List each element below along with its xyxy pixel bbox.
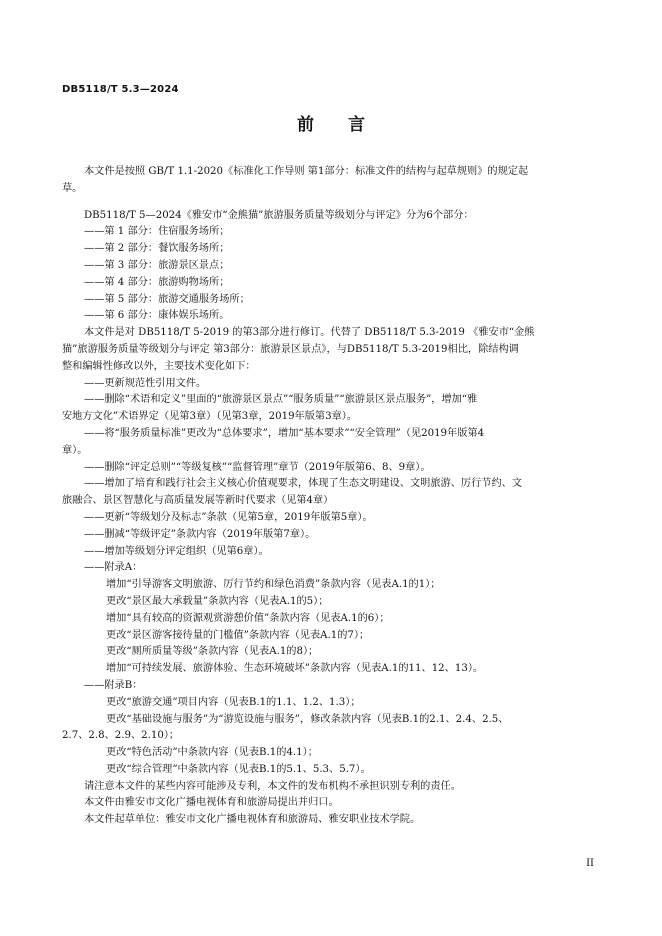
list-item: ——增加等级划分评定组织（见第6章）。 [84,545,269,557]
list-item: ——删除“评定总则”“等级复核”“监督管理”章节（2019年版第6、8、9章）。 [84,461,431,473]
paragraph: 本文件起草单位：雅安市文化广播电视体育和旅游局、雅安职业技术学院。 [84,814,421,826]
list-item: ——增加了培育和践行社会主义核心价值观要求，体现了生态文明建设、文明旅游、厉行节约、文 [84,478,523,490]
paragraph: 请注意本文件的某些内容可能涉及专利，本文件的发布机构不承担识别专利的责任。 [84,780,461,792]
list-item: ——附录A： [84,562,143,574]
sub-item: 增加“具有较高的资源观赏游憩价值”条款内容（见表A.1的6）； [106,612,390,624]
list-item: ——附录B： [84,679,143,691]
list-item: ——更新规范性引用文件。 [84,377,207,389]
list-item: ——第 2 部分：餐饮服务场所； [84,243,230,255]
paragraph: 猫”旅游服务质量等级划分与评定 第3部分：旅游景区景点》，与DB5118/T 5.3-2019相比，除结构调 [62,343,519,355]
sub-item: 更改“厕所质量等级”条款内容（见表A.1的8）； [106,646,319,658]
paragraph: 草。 [62,182,83,194]
foreword-body [62,164,602,829]
paragraph: 安地方文化”术语界定（见第3章）（见第3章，2019年版第3章）。 [62,411,358,423]
list-item: ——第 1 部分：住宿服务场所； [84,226,230,238]
paragraph: 旅融合、景区智慧化与高质量发展等新时代要求（见第4章） [62,495,334,507]
section-title: 前 言 [297,115,365,135]
list-item: ——删除“术语和定义”里面的“旅游景区景点”“服务质量”“旅游景区景点服务”，增加“雅 [84,394,478,406]
sub-item: 更改“综合管理”中条款内容（见表B.1的5.1、5.3、5.7）。 [106,763,371,775]
sub-item: 更改“旅游交通”项目内容（见表B.1的1.1、1.2、1.3）； [106,696,361,708]
list-item: ——第 5 部分：旅游交通服务场所； [84,293,250,305]
sub-item: 更改“景区游客接待量的门槛值”条款内容（见表A.1的7）； [106,629,370,641]
page-number: II [586,858,594,869]
paragraph: 章）。 [62,444,88,456]
list-item: ——将“服务质量标准”更改为“总体要求”，增加“基本要求”“安全管理”（见2019年版第4 [84,427,485,439]
list-item: ——第 6 部分：康体娱乐场所。 [84,310,230,322]
sub-item: 更改“特色活动”中条款内容（见表B.1的4.1）； [106,747,318,759]
sub-item: 更改“景区最大承载量”条款内容（见表A.1的5）； [106,595,329,607]
list-item: ——更新“等级划分及标志”条款（见第5章，2019年版第5章）。 [84,511,373,523]
paragraph: 整和编辑性修改以外，主要技术变化如下： [62,360,256,372]
list-item: ——删减“等级评定”条款内容（2019年版第7章）。 [84,528,316,540]
paragraph: 2.7、2.8、2.9、2.10）； [62,730,180,742]
sub-item: 更改“基础设施与服务”为“游览设施与服务”，修改条款内容（见表B.1的2.1、2.4、2.5、 [106,713,509,725]
sub-item: 增加“可持续发展、旅游体验、生态环境破坏”条款内容（见表A.1的11、12、13）。 [106,663,484,675]
list-item: ——第 3 部分：旅游景区景点； [84,259,230,271]
document-code: DB5118/T 5.3—2024 [62,84,179,95]
paragraph: 本文件由雅安市文化广播电视体育和旅游局提出并归口。 [84,797,339,809]
paragraph: 本文件是按照 GB/T 1.1-2020《标准化工作导则 第1部分：标准文件的结构与起草规则》的规定起 [84,166,529,177]
paragraph: 本文件是对 DB5118/T 5-2019 的第3部分进行修订。代替了 DB5118/T 5.3-2019 《雅安市“金熊 [84,327,535,339]
paragraph: DB5118/T 5—2024《雅安市“金熊猫”旅游服务质量等级划分与评定》分为6个部分： [84,209,474,221]
list-item: ——第 4 部分：旅游购物场所； [84,276,230,288]
sub-item: 增加“引导游客文明旅游、厉行节约和绿色消费”条款内容（见表A.1的1）； [106,579,441,591]
